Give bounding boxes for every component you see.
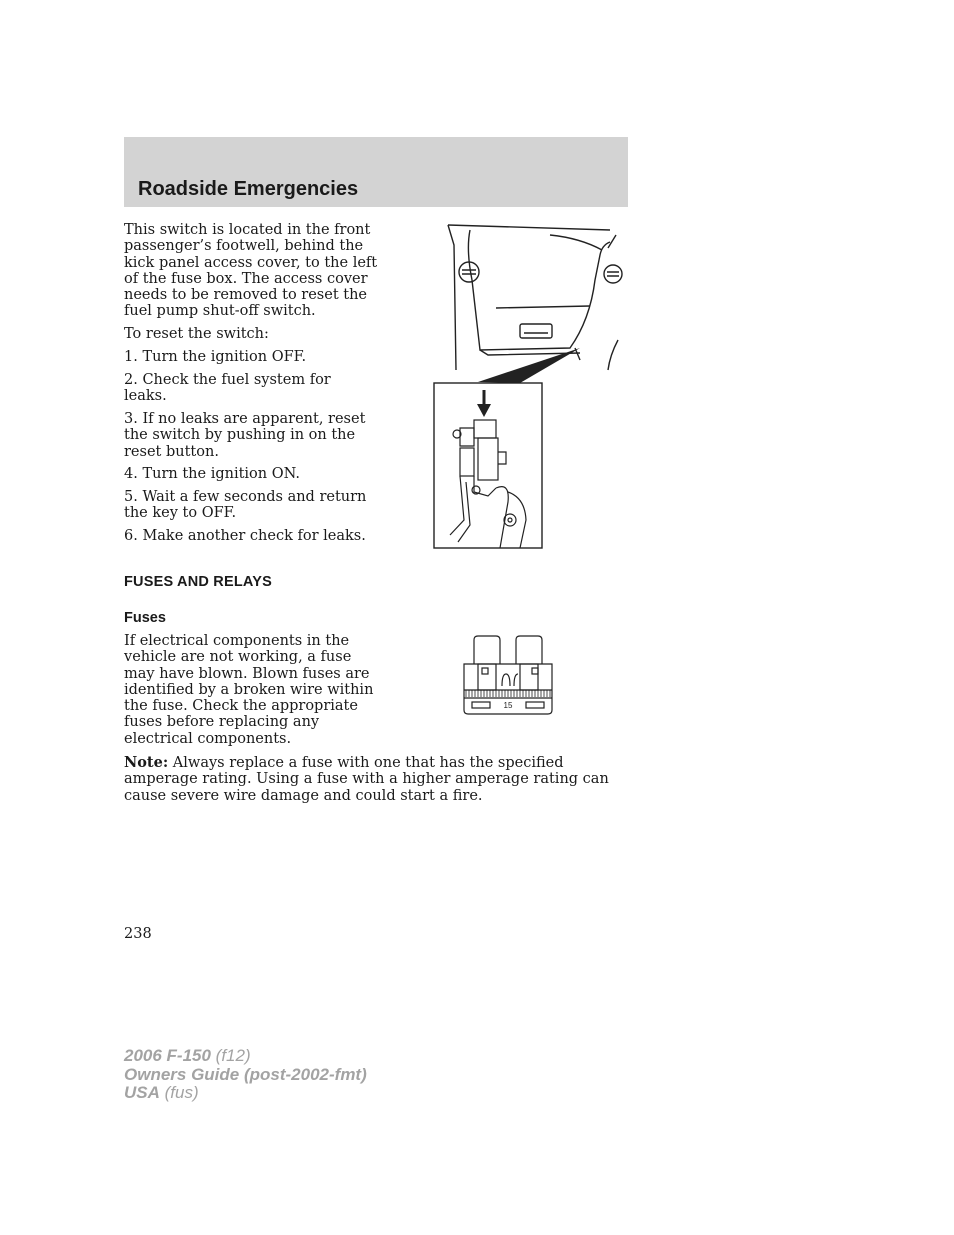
paragraph: This switch is located in the front passenger’s footwell, behind the kick panel access cover, to the left of the fuse box. The access cover needs to be removed to reset the fuel pump shut-off switch. bbox=[124, 222, 378, 320]
paragraph: If electrical components in the vehicle are not working, a fuse may have blown. Blown fuses are identified by a broken wire within the fuse. Check the appropriate fuses before replacing any electrical components. bbox=[124, 633, 374, 747]
list-item: 3. If no leaks are apparent, reset the switch by pushing in on the reset button. bbox=[124, 410, 366, 460]
fuel-pump-switch-illustration bbox=[430, 220, 630, 555]
subsection-heading: Fuses bbox=[124, 610, 166, 626]
footer-guide: Owners Guide (post-2002-fmt) bbox=[124, 1064, 367, 1084]
switch-instructions bbox=[124, 222, 378, 551]
paragraph: To reset the switch: bbox=[124, 326, 269, 343]
note-text: Always replace a fuse with one that has the specified amperage rating. Using a fuse with a higher amperage rating can cause severe wire damage and could start a fire. bbox=[124, 755, 609, 804]
fuses-description bbox=[124, 633, 380, 754]
safety-note bbox=[124, 755, 628, 804]
footer-line-region bbox=[124, 1084, 367, 1103]
list-item: 5. Wait a few seconds and return the key to OFF. bbox=[124, 489, 367, 522]
blade-fuse-illustration bbox=[462, 634, 554, 716]
section-heading: FUSES AND RELAYS bbox=[124, 574, 272, 590]
note-label: Note: bbox=[124, 754, 169, 771]
footer-model: 2006 F-150 bbox=[124, 1046, 211, 1065]
list-item: 2. Check the fuel system for leaks. bbox=[124, 371, 331, 405]
list-item: 1. Turn the ignition OFF. bbox=[124, 349, 307, 366]
section-title: Roadside Emergencies bbox=[138, 178, 359, 200]
footer-region-code: (fus) bbox=[159, 1083, 199, 1102]
list-item: 6. Make another check for leaks. bbox=[124, 528, 366, 545]
fuse-rating-label: 15 bbox=[503, 701, 513, 710]
list-item: 4. Turn the ignition ON. bbox=[124, 466, 300, 483]
footer-line-guide bbox=[124, 1066, 367, 1085]
document-footer bbox=[124, 1047, 367, 1103]
footer-region: USA bbox=[124, 1083, 160, 1102]
footer-model-code: (f12) bbox=[210, 1046, 251, 1065]
page-number: 238 bbox=[124, 926, 152, 942]
section-header-band bbox=[124, 137, 628, 207]
footer-line-model bbox=[124, 1047, 367, 1066]
